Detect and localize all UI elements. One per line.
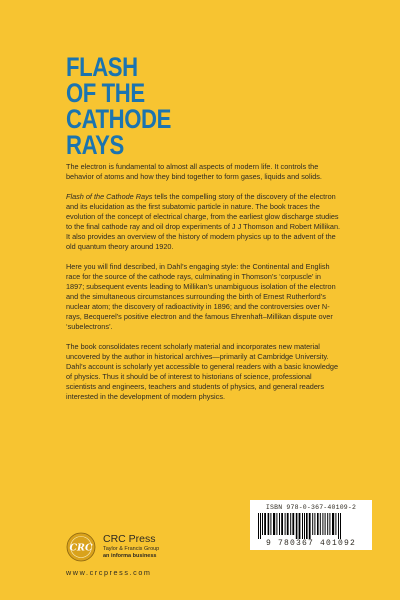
barcode-bar [268, 513, 270, 535]
logo-text: CRC [69, 542, 93, 554]
barcode-bar [312, 513, 313, 535]
barcode-bar [340, 513, 341, 539]
barcode-bar [309, 513, 311, 539]
blurb-text [66, 162, 341, 412]
barcode-bar [270, 513, 271, 535]
title-line-4: RAYS [66, 130, 124, 160]
barcode-bar [322, 513, 323, 535]
blurb-paragraph-3: Here you will find described, in Dahl’s engaging style: the Continental and English race for the source of the cathode rays, culminating in Thomson’s ‘corpuscle’ in 1897; subsequent events leading to Millikan’s unambiguous isolation of the electron and the simultaneous circumstances surrounding the birth of Ernest Rutherford’s nuclear atom; the discovery of radioactivity in 1896; and the controversies over N-rays, Becquerel’s positive electron and the famous Ehrenhaft–Millikan dispute over ‘subelectrons’. [66, 262, 336, 331]
isbn-label: ISBN 978-0-367-40109-2 [265, 504, 357, 511]
barcode-bar [258, 513, 259, 539]
title-line-1: FLASH [66, 52, 138, 82]
barcode-bar [290, 513, 291, 535]
publisher-name: CRC Press [103, 533, 156, 545]
barcode-bar [299, 513, 301, 539]
barcode-bars [256, 513, 366, 539]
isbn-barcode [250, 500, 372, 550]
barcode-bar [287, 513, 289, 535]
barcode-bar [281, 513, 283, 535]
barcode-bar [285, 513, 286, 535]
barcode-bar [302, 513, 303, 539]
book-title [66, 54, 171, 158]
barcode-bar [273, 513, 275, 535]
title-line-3: CATHODE [66, 104, 171, 134]
blurb-book-title: Flash of the Cathode Rays [66, 192, 153, 201]
barcode-bar [320, 513, 321, 535]
barcode-bar [335, 513, 336, 535]
barcode-bar [338, 513, 339, 539]
barcode-bar [317, 513, 319, 535]
crc-press-logo-icon [66, 532, 96, 562]
barcode-number: 9 780367 401092 [265, 539, 356, 548]
barcode-bar [292, 513, 294, 535]
barcode-bar [327, 513, 328, 535]
barcode-bar [262, 513, 263, 535]
blurb-paragraph-1: The electron is fundamental to almost all aspects of modern life. It controls the behavior of atoms and how they bind together to form gases, liquids and solids. [66, 162, 322, 181]
blurb-paragraph-2-text: tells the compelling story of the discovery of the electron and its elucidation as the first subatomic particle in nature. The book traces the evolution of the concept of electrical charge, from the earliest glow discharge studies to the final cathode ray and oil drop experiments of J J Thomson and Robert Millikan. It also provides an overview of the history of modern physics up to the advent of the old quantum theory around 1920. [66, 192, 341, 251]
barcode-bar [332, 513, 334, 535]
barcode-bar [325, 513, 326, 535]
barcode-bar [260, 513, 261, 539]
publisher-parent: an informa business [103, 553, 157, 559]
publisher-website: www.crcpress.com [66, 568, 152, 577]
barcode-bar [276, 513, 277, 535]
barcode-bar [264, 513, 266, 535]
barcode-bar [306, 513, 308, 539]
publisher-group: Taylor & Francis Group [103, 546, 160, 552]
blurb-paragraph-2 [66, 192, 341, 252]
barcode-bar [304, 513, 305, 539]
barcode-bar [279, 513, 280, 535]
barcode-bar [296, 513, 298, 539]
blurb-paragraph-4: The book consolidates recent scholarly material and incorporates new material uncovered by the author in historical archives—primarily at Cambridge University. Dahl’s account is scholarly yet accessible to general readers with a basic knowledge of physics. Thus it should be of interest to historians of science, professional scientists and engineers, teachers and students of physics, and general readers interested in the development of modern physics. [66, 342, 339, 401]
barcode-bar [329, 513, 330, 535]
barcode-bar [314, 513, 315, 535]
title-line-2: OF THE [66, 78, 145, 108]
